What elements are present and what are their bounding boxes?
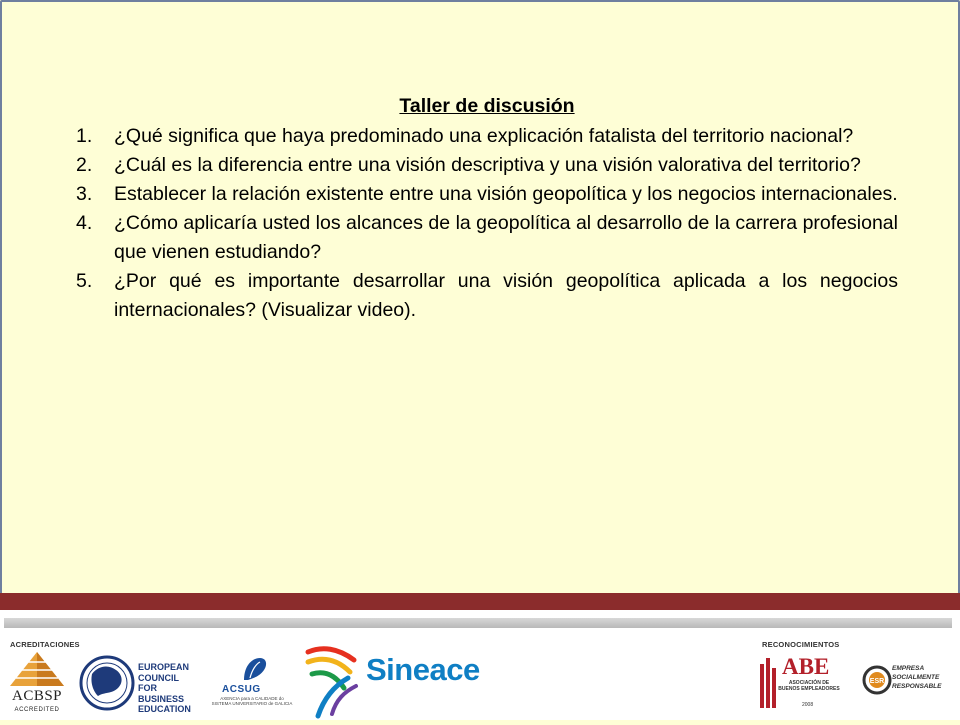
question-number: 5.	[76, 270, 93, 292]
question-text: ¿Qué significa que haya predominado una explicación fatalista del territorio nacional?	[114, 125, 854, 147]
accreditation-footer	[0, 610, 960, 720]
question-list	[76, 122, 898, 325]
esr-name: EMPRESA SOCIALMENTE RESPONSABLE	[892, 665, 942, 690]
acsug-shell-icon	[204, 652, 300, 684]
abe-sub: ASOCIACIÓN DE BUENOS EMPLEADORES	[778, 680, 840, 692]
acbsp-name: ACBSP	[11, 688, 63, 704]
esr-logo	[862, 650, 942, 714]
abe-logo	[756, 650, 842, 716]
question-number: 3.	[76, 183, 93, 205]
question-text: ¿Cómo aplicaría usted los alcances de la geopolítica al desarrollo de la carrera profesional que vienen estudiando?	[114, 212, 898, 263]
question-number: 2.	[76, 154, 93, 176]
footer-gray-strip	[4, 618, 952, 628]
question-item	[76, 180, 898, 209]
slide-title: Taller de discusión	[399, 95, 575, 117]
acsug-logo	[204, 652, 300, 714]
slide-content	[76, 92, 898, 325]
question-text: ¿Por qué es importante desarrollar una visión geopolítica aplicada a los negocios internacionales? (Visualizar video).	[114, 270, 898, 321]
accreditations-label: ACREDITACIONES	[10, 640, 80, 649]
abe-building-icon	[756, 650, 780, 712]
sineace-name: Sineace	[366, 652, 480, 687]
esr-seal-icon	[862, 650, 892, 710]
question-number: 1.	[76, 125, 93, 147]
acsug-sub: AXENCIA para a CALIDADE do SISTEMA UNIVERSITARIO de GALICIA	[211, 696, 293, 706]
footer-divider-bar	[0, 593, 960, 610]
europe-globe-icon	[78, 652, 136, 712]
svg-text:ESR: ESR	[869, 678, 885, 685]
question-text: ¿Cuál es la diferencia entre una visión descriptiva y una visión valorativa del territorio?	[114, 154, 861, 176]
ecbe-name: EUROPEAN COUNCIL FOR BUSINESS EDUCATION	[138, 662, 191, 714]
abe-year: 2008	[802, 702, 814, 708]
acbsp-sub: ACCREDITED	[14, 707, 60, 713]
question-item	[76, 267, 898, 325]
abe-name: ABE	[782, 654, 830, 679]
acbsp-pyramid-icon	[4, 650, 70, 690]
question-item	[76, 122, 898, 151]
question-text: Establecer la relación existente entre una visión geopolítica y los negocios internacionales.	[114, 183, 898, 205]
question-number: 4.	[76, 212, 93, 234]
ecbe-logo	[78, 652, 196, 714]
recognitions-label: RECONOCIMIENTOS	[762, 640, 840, 649]
question-item	[76, 209, 898, 267]
acsug-name: ACSUG	[222, 684, 261, 695]
sineace-swoosh-icon	[304, 638, 364, 720]
acbsp-logo	[4, 650, 70, 716]
question-item	[76, 151, 898, 180]
